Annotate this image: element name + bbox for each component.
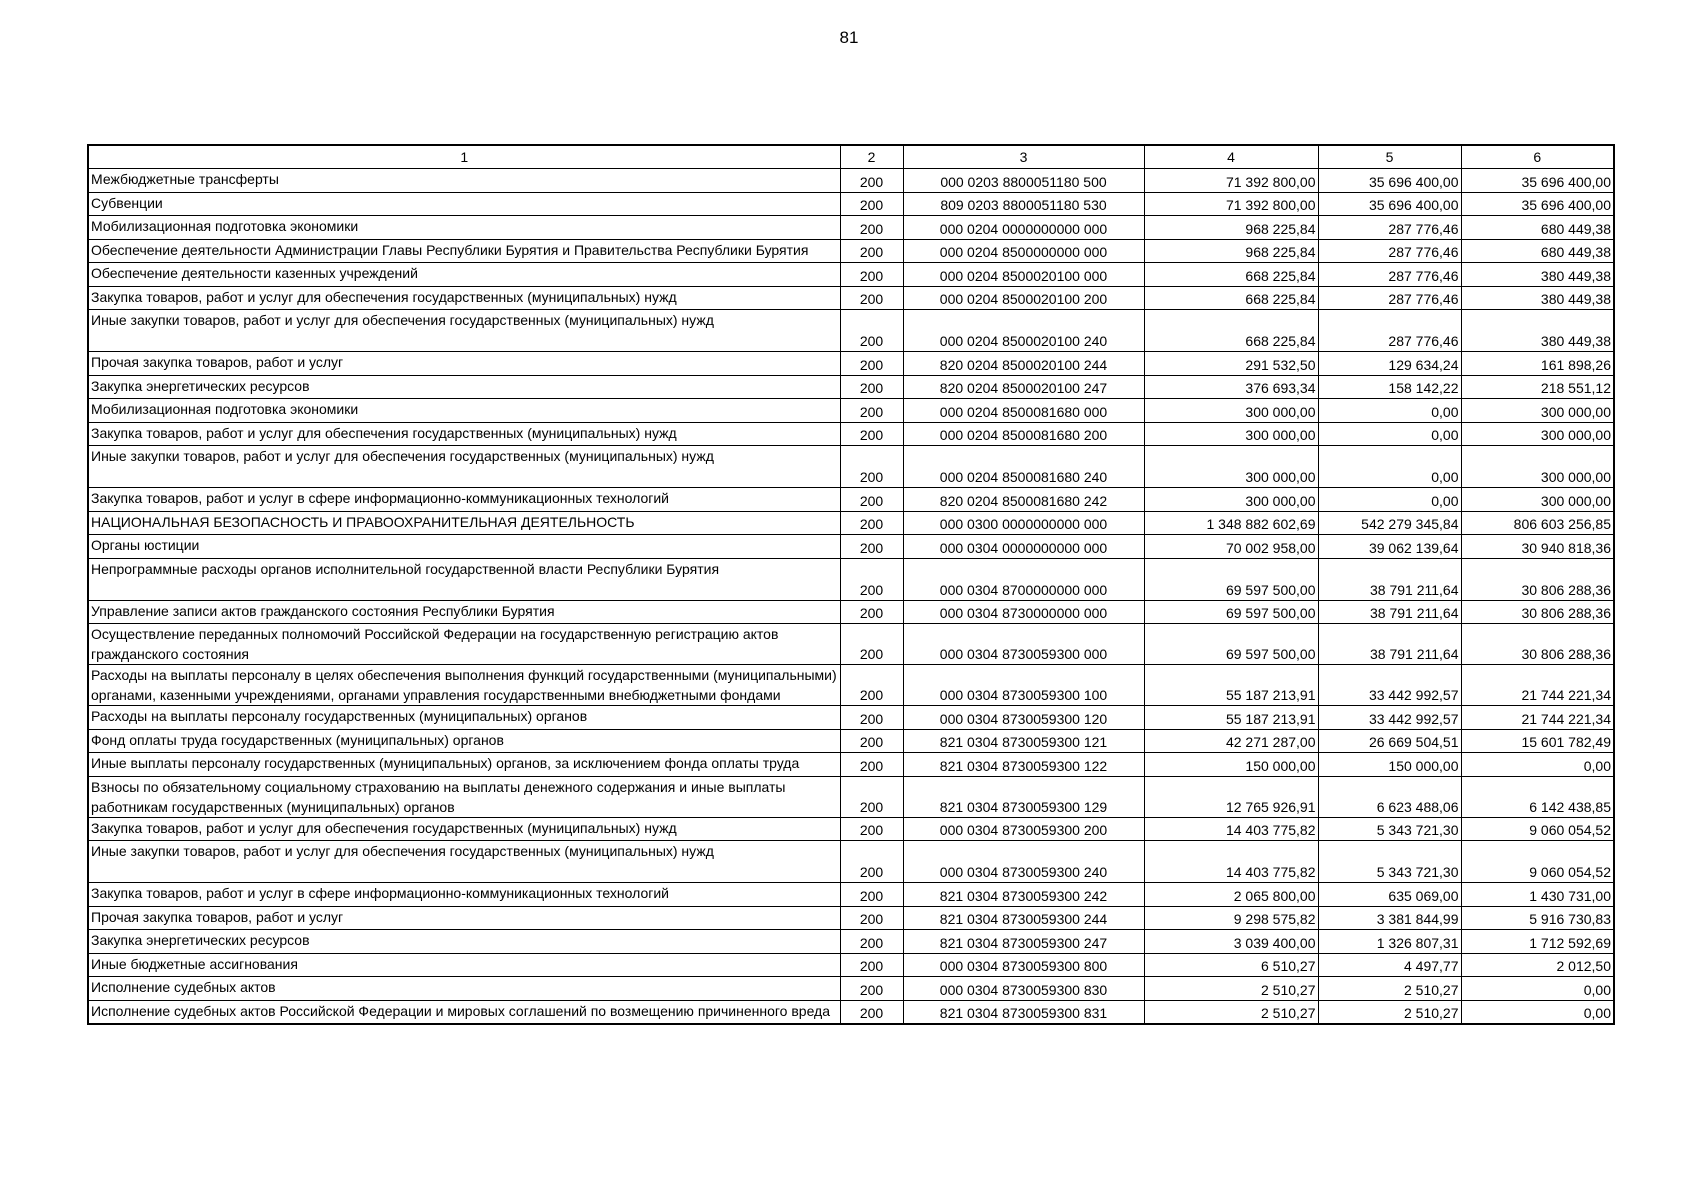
row-code: 820 0204 8500020100 244 xyxy=(903,352,1144,376)
row-col2: 200 xyxy=(840,977,903,1001)
row-name: Закупка товаров, работ и услуг для обеспечения государственных (муниципальных) нужд xyxy=(88,817,840,841)
row-code: 000 0304 8730059300 100 xyxy=(903,665,1144,706)
row-value-5: 26 669 504,51 xyxy=(1318,729,1461,753)
row-value-5: 150 000,00 xyxy=(1318,753,1461,777)
row-code: 000 0204 8500000000 000 xyxy=(903,239,1144,263)
row-value-4: 69 597 500,00 xyxy=(1144,600,1318,624)
row-value-4: 55 187 213,91 xyxy=(1144,706,1318,730)
row-value-4: 69 597 500,00 xyxy=(1144,558,1318,600)
row-col2: 200 xyxy=(840,310,903,352)
row-col2: 200 xyxy=(840,422,903,446)
row-code: 000 0304 8730059300 200 xyxy=(903,817,1144,841)
row-value-5: 35 696 400,00 xyxy=(1318,169,1461,193)
row-value-4: 2 065 800,00 xyxy=(1144,883,1318,907)
row-code: 821 0304 8730059300 831 xyxy=(903,1000,1144,1024)
row-col2: 200 xyxy=(840,263,903,287)
row-col2: 200 xyxy=(840,169,903,193)
table-row xyxy=(88,352,1614,376)
row-code: 000 0300 0000000000 000 xyxy=(903,511,1144,535)
row-value-5: 287 776,46 xyxy=(1318,310,1461,352)
row-value-5: 0,00 xyxy=(1318,422,1461,446)
row-name: Закупка энергетических ресурсов xyxy=(88,375,840,399)
table-row xyxy=(88,216,1614,240)
row-code: 820 0204 8500020100 247 xyxy=(903,375,1144,399)
row-value-4: 150 000,00 xyxy=(1144,753,1318,777)
row-name: Закупка товаров, работ и услуг в сфере информационно-коммуникационных технологий xyxy=(88,488,840,512)
row-value-6: 300 000,00 xyxy=(1461,446,1614,488)
row-name: Фонд оплаты труда государственных (муниципальных) органов xyxy=(88,729,840,753)
row-value-6: 2 012,50 xyxy=(1461,953,1614,977)
row-name: Взносы по обязательному социальному страхованию на выплаты денежного содержания и иные выплаты работникам государственных (муниципальных) органов xyxy=(88,776,840,817)
row-code: 821 0304 8730059300 242 xyxy=(903,883,1144,907)
row-value-4: 300 000,00 xyxy=(1144,446,1318,488)
row-value-5: 39 062 139,64 xyxy=(1318,535,1461,559)
row-name: Непрограммные расходы органов исполнительной государственной власти Республики Бурятия xyxy=(88,558,840,600)
row-col2: 200 xyxy=(840,286,903,310)
row-name: Мобилизационная подготовка экономики xyxy=(88,216,840,240)
row-value-5: 2 510,27 xyxy=(1318,1000,1461,1024)
row-value-6: 300 000,00 xyxy=(1461,422,1614,446)
row-value-5: 2 510,27 xyxy=(1318,977,1461,1001)
row-col2: 200 xyxy=(840,953,903,977)
row-value-5: 287 776,46 xyxy=(1318,216,1461,240)
table-row xyxy=(88,753,1614,777)
row-col2: 200 xyxy=(840,841,903,883)
row-value-4: 14 403 775,82 xyxy=(1144,817,1318,841)
row-col2: 200 xyxy=(840,883,903,907)
row-code: 000 0204 8500081680 200 xyxy=(903,422,1144,446)
row-value-5: 33 442 992,57 xyxy=(1318,706,1461,730)
row-value-6: 680 449,38 xyxy=(1461,216,1614,240)
row-name: Закупка товаров, работ и услуг в сфере информационно-коммуникационных технологий xyxy=(88,883,840,907)
row-value-4: 668 225,84 xyxy=(1144,310,1318,352)
row-col2: 200 xyxy=(840,488,903,512)
row-code: 821 0304 8730059300 247 xyxy=(903,930,1144,954)
row-value-4: 2 510,27 xyxy=(1144,977,1318,1001)
row-col2: 200 xyxy=(840,706,903,730)
row-col2: 200 xyxy=(840,239,903,263)
row-value-6: 1 430 731,00 xyxy=(1461,883,1614,907)
row-value-4: 42 271 287,00 xyxy=(1144,729,1318,753)
table-row xyxy=(88,169,1614,193)
row-col2: 200 xyxy=(840,906,903,930)
row-code: 000 0304 8730059300 120 xyxy=(903,706,1144,730)
row-code: 821 0304 8730059300 121 xyxy=(903,729,1144,753)
header-col-1: 1 xyxy=(88,145,840,169)
row-name: Исполнение судебных актов Российской Федерации и мировых соглашений по возмещению причиненного вреда xyxy=(88,1000,840,1024)
row-col2: 200 xyxy=(840,624,903,665)
row-name: Иные выплаты персоналу государственных (муниципальных) органов, за исключением фонда оплаты труда xyxy=(88,753,840,777)
row-value-6: 15 601 782,49 xyxy=(1461,729,1614,753)
row-value-5: 4 497,77 xyxy=(1318,953,1461,977)
row-code: 000 0204 8500081680 000 xyxy=(903,399,1144,423)
row-value-6: 300 000,00 xyxy=(1461,399,1614,423)
table-row xyxy=(88,511,1614,535)
row-value-4: 968 225,84 xyxy=(1144,216,1318,240)
row-col2: 200 xyxy=(840,216,903,240)
table-row xyxy=(88,729,1614,753)
row-value-4: 668 225,84 xyxy=(1144,286,1318,310)
row-value-5: 287 776,46 xyxy=(1318,286,1461,310)
row-code: 821 0304 8730059300 122 xyxy=(903,753,1144,777)
row-code: 000 0304 8730059300 000 xyxy=(903,624,1144,665)
row-name: Расходы на выплаты персоналу в целях обеспечения выполнения функций государственными (муниципальными) органами, казенными учреждениями, органами управления государственными внебюджетными фондами xyxy=(88,665,840,706)
row-value-6: 1 712 592,69 xyxy=(1461,930,1614,954)
row-code: 000 0204 8500020100 200 xyxy=(903,286,1144,310)
header-col-6: 6 xyxy=(1461,145,1614,169)
row-value-5: 0,00 xyxy=(1318,399,1461,423)
header-col-5: 5 xyxy=(1318,145,1461,169)
row-value-6: 218 551,12 xyxy=(1461,375,1614,399)
budget-table xyxy=(87,144,1615,1025)
row-value-4: 55 187 213,91 xyxy=(1144,665,1318,706)
row-value-4: 968 225,84 xyxy=(1144,239,1318,263)
row-code: 821 0304 8730059300 129 xyxy=(903,776,1144,817)
table-row xyxy=(88,422,1614,446)
row-value-6: 9 060 054,52 xyxy=(1461,817,1614,841)
table-body xyxy=(88,169,1614,1024)
row-value-4: 69 597 500,00 xyxy=(1144,624,1318,665)
row-value-5: 542 279 345,84 xyxy=(1318,511,1461,535)
row-value-5: 38 791 211,64 xyxy=(1318,600,1461,624)
table-row xyxy=(88,1000,1614,1024)
row-value-6: 300 000,00 xyxy=(1461,488,1614,512)
row-value-5: 38 791 211,64 xyxy=(1318,558,1461,600)
row-value-4: 2 510,27 xyxy=(1144,1000,1318,1024)
header-row xyxy=(88,145,1614,169)
page-number: 81 xyxy=(839,28,859,47)
row-name: Расходы на выплаты персоналу государственных (муниципальных) органов xyxy=(88,706,840,730)
row-value-6: 380 449,38 xyxy=(1461,263,1614,287)
row-name: Обеспечение деятельности Администрации Главы Республики Бурятия и Правительства Республики Бурятия xyxy=(88,239,840,263)
row-col2: 200 xyxy=(840,352,903,376)
table-row xyxy=(88,286,1614,310)
row-name: Закупка энергетических ресурсов xyxy=(88,930,840,954)
row-col2: 200 xyxy=(840,776,903,817)
table-row xyxy=(88,953,1614,977)
row-name: Мобилизационная подготовка экономики xyxy=(88,399,840,423)
row-value-5: 0,00 xyxy=(1318,488,1461,512)
table-header xyxy=(88,145,1614,169)
table-row xyxy=(88,706,1614,730)
row-value-4: 12 765 926,91 xyxy=(1144,776,1318,817)
row-code: 000 0304 8730059300 800 xyxy=(903,953,1144,977)
row-name: Органы юстиции xyxy=(88,535,840,559)
row-value-4: 14 403 775,82 xyxy=(1144,841,1318,883)
row-value-4: 300 000,00 xyxy=(1144,399,1318,423)
row-col2: 200 xyxy=(840,511,903,535)
row-value-6: 0,00 xyxy=(1461,977,1614,1001)
row-value-4: 71 392 800,00 xyxy=(1144,192,1318,216)
header-col-2: 2 xyxy=(840,145,903,169)
table-row xyxy=(88,263,1614,287)
row-value-4: 9 298 575,82 xyxy=(1144,906,1318,930)
row-value-5: 3 381 844,99 xyxy=(1318,906,1461,930)
table-row xyxy=(88,375,1614,399)
table-row xyxy=(88,446,1614,488)
table-row xyxy=(88,624,1614,665)
row-value-4: 70 002 958,00 xyxy=(1144,535,1318,559)
row-value-5: 129 634,24 xyxy=(1318,352,1461,376)
row-name: Иные закупки товаров, работ и услуг для обеспечения государственных (муниципальных) нужд xyxy=(88,446,840,488)
table-row xyxy=(88,488,1614,512)
row-value-6: 5 916 730,83 xyxy=(1461,906,1614,930)
row-code: 000 0304 8730059300 240 xyxy=(903,841,1144,883)
table-row xyxy=(88,817,1614,841)
table-row xyxy=(88,883,1614,907)
row-col2: 200 xyxy=(840,817,903,841)
row-col2: 200 xyxy=(840,600,903,624)
header-col-3: 3 xyxy=(903,145,1144,169)
row-value-4: 1 348 882 602,69 xyxy=(1144,511,1318,535)
row-value-6: 806 603 256,85 xyxy=(1461,511,1614,535)
row-name: Закупка товаров, работ и услуг для обеспечения государственных (муниципальных) нужд xyxy=(88,422,840,446)
row-value-4: 6 510,27 xyxy=(1144,953,1318,977)
row-value-5: 287 776,46 xyxy=(1318,263,1461,287)
table-row xyxy=(88,665,1614,706)
row-value-4: 300 000,00 xyxy=(1144,422,1318,446)
row-value-6: 161 898,26 xyxy=(1461,352,1614,376)
row-name: Прочая закупка товаров, работ и услуг xyxy=(88,906,840,930)
table-row xyxy=(88,558,1614,600)
row-col2: 200 xyxy=(840,1000,903,1024)
row-value-5: 38 791 211,64 xyxy=(1318,624,1461,665)
row-name: Осуществление переданных полномочий Российской Федерации на государственную регистрацию актов гражданского состояния xyxy=(88,624,840,665)
row-value-5: 0,00 xyxy=(1318,446,1461,488)
row-col2: 200 xyxy=(840,665,903,706)
row-col2: 200 xyxy=(840,192,903,216)
row-value-6: 6 142 438,85 xyxy=(1461,776,1614,817)
table-row xyxy=(88,977,1614,1001)
row-code: 000 0304 0000000000 000 xyxy=(903,535,1144,559)
row-name: Иные закупки товаров, работ и услуг для обеспечения государственных (муниципальных) нужд xyxy=(88,310,840,352)
row-value-5: 1 326 807,31 xyxy=(1318,930,1461,954)
row-col2: 200 xyxy=(840,375,903,399)
row-value-6: 9 060 054,52 xyxy=(1461,841,1614,883)
row-col2: 200 xyxy=(840,729,903,753)
row-value-6: 380 449,38 xyxy=(1461,286,1614,310)
row-value-6: 680 449,38 xyxy=(1461,239,1614,263)
row-value-6: 0,00 xyxy=(1461,753,1614,777)
row-value-5: 5 343 721,30 xyxy=(1318,817,1461,841)
row-value-4: 376 693,34 xyxy=(1144,375,1318,399)
header-col-4: 4 xyxy=(1144,145,1318,169)
row-col2: 200 xyxy=(840,535,903,559)
row-code: 000 0204 0000000000 000 xyxy=(903,216,1144,240)
row-value-5: 5 343 721,30 xyxy=(1318,841,1461,883)
row-col2: 200 xyxy=(840,558,903,600)
row-code: 000 0204 8500020100 000 xyxy=(903,263,1144,287)
row-value-6: 35 696 400,00 xyxy=(1461,192,1614,216)
row-code: 820 0204 8500081680 242 xyxy=(903,488,1144,512)
row-name: Иные бюджетные ассигнования xyxy=(88,953,840,977)
row-code: 000 0304 8730059300 830 xyxy=(903,977,1144,1001)
table-row xyxy=(88,906,1614,930)
row-name: Управление записи актов гражданского состояния Республики Бурятия xyxy=(88,600,840,624)
table-row xyxy=(88,535,1614,559)
row-code: 000 0204 8500081680 240 xyxy=(903,446,1144,488)
table-row xyxy=(88,192,1614,216)
row-value-6: 21 744 221,34 xyxy=(1461,706,1614,730)
row-name: Обеспечение деятельности казенных учреждений xyxy=(88,263,840,287)
row-name: Иные закупки товаров, работ и услуг для обеспечения государственных (муниципальных) нужд xyxy=(88,841,840,883)
row-value-5: 6 623 488,06 xyxy=(1318,776,1461,817)
table-row xyxy=(88,600,1614,624)
row-value-4: 300 000,00 xyxy=(1144,488,1318,512)
row-value-6: 0,00 xyxy=(1461,1000,1614,1024)
row-value-4: 668 225,84 xyxy=(1144,263,1318,287)
row-value-5: 635 069,00 xyxy=(1318,883,1461,907)
row-code: 000 0203 8800051180 500 xyxy=(903,169,1144,193)
row-value-4: 291 532,50 xyxy=(1144,352,1318,376)
row-value-6: 30 806 288,36 xyxy=(1461,558,1614,600)
table-row xyxy=(88,776,1614,817)
row-value-6: 35 696 400,00 xyxy=(1461,169,1614,193)
row-value-5: 33 442 992,57 xyxy=(1318,665,1461,706)
row-value-6: 30 940 818,36 xyxy=(1461,535,1614,559)
row-value-6: 30 806 288,36 xyxy=(1461,600,1614,624)
row-value-6: 30 806 288,36 xyxy=(1461,624,1614,665)
table-row xyxy=(88,930,1614,954)
row-name: Прочая закупка товаров, работ и услуг xyxy=(88,352,840,376)
row-code: 000 0304 8700000000 000 xyxy=(903,558,1144,600)
row-name: Закупка товаров, работ и услуг для обеспечения государственных (муниципальных) нужд xyxy=(88,286,840,310)
row-col2: 200 xyxy=(840,930,903,954)
table-row xyxy=(88,841,1614,883)
row-col2: 200 xyxy=(840,399,903,423)
row-code: 809 0203 8800051180 530 xyxy=(903,192,1144,216)
row-value-5: 287 776,46 xyxy=(1318,239,1461,263)
row-value-5: 158 142,22 xyxy=(1318,375,1461,399)
row-col2: 200 xyxy=(840,753,903,777)
row-name: НАЦИОНАЛЬНАЯ БЕЗОПАСНОСТЬ И ПРАВООХРАНИТЕЛЬНАЯ ДЕЯТЕЛЬНОСТЬ xyxy=(88,511,840,535)
row-value-6: 21 744 221,34 xyxy=(1461,665,1614,706)
table-row xyxy=(88,399,1614,423)
row-code: 000 0204 8500020100 240 xyxy=(903,310,1144,352)
row-name: Субвенции xyxy=(88,192,840,216)
table-row xyxy=(88,239,1614,263)
row-value-6: 380 449,38 xyxy=(1461,310,1614,352)
row-value-4: 71 392 800,00 xyxy=(1144,169,1318,193)
table-row xyxy=(88,310,1614,352)
row-name: Межбюджетные трансферты xyxy=(88,169,840,193)
row-col2: 200 xyxy=(840,446,903,488)
row-value-4: 3 039 400,00 xyxy=(1144,930,1318,954)
row-code: 821 0304 8730059300 244 xyxy=(903,906,1144,930)
row-value-5: 35 696 400,00 xyxy=(1318,192,1461,216)
row-name: Исполнение судебных актов xyxy=(88,977,840,1001)
row-code: 000 0304 8730000000 000 xyxy=(903,600,1144,624)
